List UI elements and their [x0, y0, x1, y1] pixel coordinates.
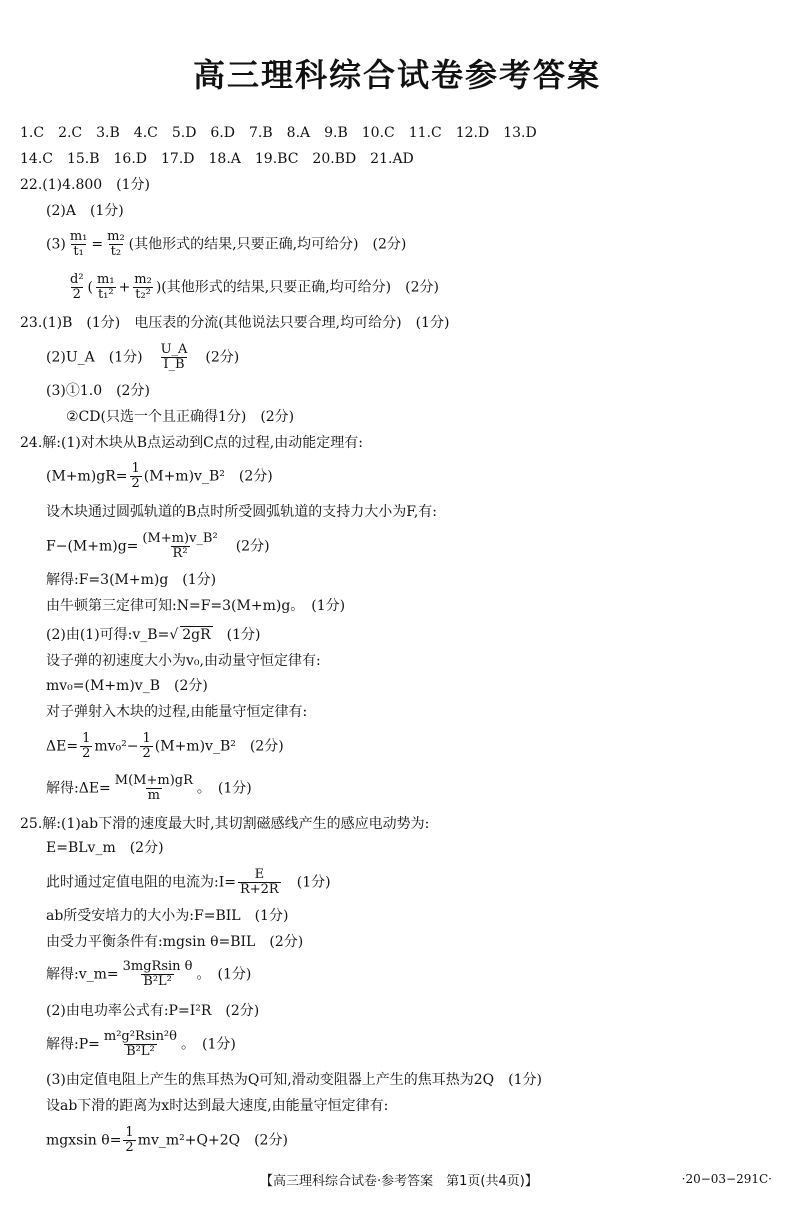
fraction: $\frac{M(M+m)gR}{m}$	[114, 773, 193, 803]
fraction: $\frac{\text{m²g²Rsin²θ}}{\text{B²L²}}$	[103, 1029, 177, 1059]
fraction: $\frac{1}{2}$	[142, 731, 151, 761]
fraction: $\frac{U\_A}{I\_B}$	[160, 342, 188, 372]
fraction: $\frac{1}{2}$	[82, 731, 91, 761]
q22-line-3: (3) $\frac{\text{m₁}}{\text{t₁}}$ = $\frac{\text{m₂}}{\text{t₂}}$ (其他形式的结果,只要正确,均可给分) (2分)	[46, 229, 407, 259]
q24-line-2: (M+m)gR= $\frac{1}{2}$ (M+m)v_B² (2分)	[46, 461, 273, 491]
q24-line-4: F−(M+m)g= $\frac{\text{(M+m)v\_B²}}{\text{R²}}$ (2分)	[46, 531, 270, 561]
fraction: $\frac{\text{d²}}{2}$	[70, 272, 84, 302]
q25-line-7: (2)由电功率公式有:P=I²R (2分)	[46, 1003, 260, 1019]
fraction: $\frac{\text{m₂}}{\text{t₂²}}$	[134, 272, 152, 302]
q24-line-1: 24.解:(1)对木块从B点运动到C点的过程,由动能定理有:	[20, 435, 363, 451]
q25-line-8: 解得:P= $\frac{\text{m²g²Rsin²θ}}{\text{B²L²}}$ 。 (1分)	[46, 1029, 236, 1059]
fraction: $\frac{\text{(M+m)v\_B²}}{\text{R²}}$	[142, 531, 218, 561]
q23-line-4: ②CD(只选一个且正确得1分) (2分)	[66, 409, 295, 425]
q24-line-8: 设子弹的初速度大小为v₀,由动量守恒定律有:	[46, 653, 321, 669]
q25-line-10: 设ab下滑的距离为x时达到最大速度,由能量守恒定律有:	[46, 1098, 389, 1114]
document-code: ·20−03−291C·	[681, 1172, 772, 1186]
fraction: $\frac{\text{3mgRsin θ}}{\text{B²L²}}$	[122, 959, 193, 989]
q24-line-6: 由牛顿第三定律可知:N=F=3(M+m)g。 (1分)	[46, 598, 346, 614]
q24-line-3: 设木块通过圆弧轨道的B点时所受圆弧轨道的支持力大小为F,有:	[46, 504, 437, 520]
q24-line-9: mv₀=(M+m)v_B (2分)	[46, 678, 208, 694]
q25-line-4: ab所受安培力的大小为:F=BIL (1分)	[46, 908, 289, 924]
q25-line-1: 25.解:(1)ab下滑的速度最大时,其切割磁感线产生的感应电动势为:	[20, 816, 430, 832]
q25-line-6: 解得:v_m= $\frac{\text{3mgRsin θ}}{\text{B²L²}}$ 。 (1分)	[46, 959, 252, 989]
q22-line-2: (2)A (1分)	[46, 203, 124, 219]
q25-line-5: 由受力平衡条件有:mgsin θ=BIL (2分)	[46, 934, 304, 950]
answer-row-1: 1.C 2.C 3.B 4.C 5.D 6.D 7.B 8.A 9.B 10.C 11.C 12.D 13.D	[20, 125, 537, 141]
q24-line-12: 解得:ΔE= $\frac{M(M+m)gR}{m}$ 。 (1分)	[46, 773, 252, 803]
q24-line-11: ΔE= $\frac{1}{2}$ mv₀²− $\frac{1}{2}$ (M+m)v_B² (2分)	[46, 731, 284, 761]
fraction: $\frac{\text{m₁}}{\text{t₁}}$	[69, 229, 88, 259]
fraction: $\frac{1}{2}$	[125, 1125, 134, 1155]
page-title: 高三理科综合试卷参考答案	[192, 56, 601, 94]
answer-row-2: 14.C 15.B 16.D 17.D 18.A 19.BC 20.BD 21.AD	[20, 151, 414, 167]
q23-line-3: (3)①1.0 (2分)	[46, 383, 150, 399]
fraction: $\frac{\text{m₂}}{\text{t₂}}$	[107, 229, 125, 259]
q25-line-3: 此时通过定值电阻的电流为:I= $\frac{E}{R+2R}$ (1分)	[46, 867, 331, 897]
q25-line-2: E=BLv_m (2分)	[46, 840, 164, 856]
q22-line-1: 22.(1)4.800 (1分)	[20, 177, 151, 193]
q23-line-1: 23.(1)B (1分) 电压表的分流(其他说法只要合理,均可给分) (1分)	[20, 315, 450, 331]
q24-line-10: 对子弹射入木块的过程,由能量守恒定律有:	[46, 704, 308, 720]
page-footer: 【高三理科综合试卷·参考答案 第1页(共4页)】	[260, 1174, 538, 1189]
q24-line-7: (2)由(1)可得:v_B=√ 2gR (1分)	[46, 627, 261, 643]
q23-line-2: (2)U_A (1分) $\frac{U\_A}{I\_B}$ (2分)	[46, 342, 240, 372]
fraction: $\frac{E}{R+2R}$	[239, 867, 279, 897]
fraction: $\frac{\text{m₁}}{\text{t₁²}}$	[97, 272, 115, 302]
q22-line-4: $\frac{\text{d²}}{2}$ ( $\frac{\text{m₁}}{\text{t₁²}}$ + $\frac{\text{m₂}}{\text{t₂²}}$ )(其他形式的结果,只要正确,均可给分) (2分)	[70, 272, 439, 302]
q25-line-11: mgxsin θ= $\frac{1}{2}$ mv_m²+Q+2Q (2分)	[46, 1125, 288, 1155]
q24-line-5: 解得:F=3(M+m)g (1分)	[46, 572, 217, 588]
fraction: $\frac{1}{2}$	[131, 461, 140, 491]
q25-line-9: (3)由定值电阻上产生的焦耳热为Q可知,滑动变阻器上产生的焦耳热为2Q (1分)	[46, 1072, 542, 1088]
